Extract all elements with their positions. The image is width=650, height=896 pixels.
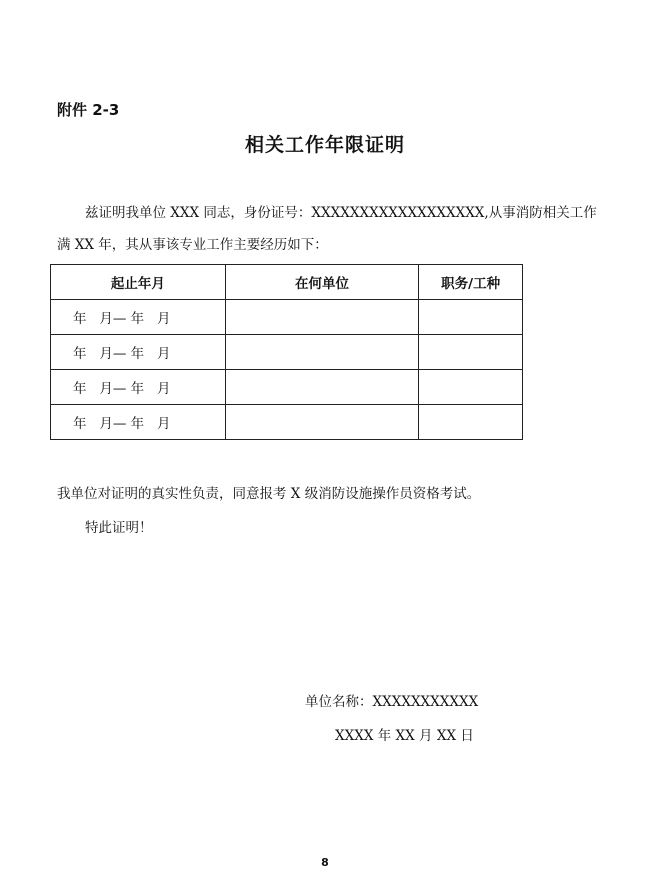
position-cell — [419, 335, 523, 370]
document-title: 相关工作年限证明 — [244, 134, 405, 156]
table-row — [51, 370, 523, 405]
table-header-row — [51, 265, 523, 300]
unit-cell — [225, 370, 418, 405]
table-row — [51, 300, 523, 335]
period-cell: 年 月— 年 月 — [51, 300, 226, 335]
header-position: 职务/工种 — [419, 265, 523, 300]
table-row — [51, 335, 523, 370]
page-number: 8 — [321, 856, 329, 869]
unit-cell — [225, 405, 418, 440]
unit-cell — [225, 300, 418, 335]
table-row — [51, 405, 523, 440]
position-cell — [419, 370, 523, 405]
attachment-label: 附件 2-3 — [57, 101, 120, 119]
signature-date: XXXX 年 XX 月 XX 日 — [335, 728, 474, 744]
header-unit: 在何单位 — [225, 265, 418, 300]
closing-paragraph: 特此证明！ — [85, 520, 153, 536]
period-cell: 年 月— 年 月 — [51, 370, 226, 405]
position-cell — [419, 300, 523, 335]
responsibility-paragraph: 我单位对证明的真实性负责，同意报考 X 级消防设施操作员资格考试。 — [57, 486, 481, 502]
period-cell: 年 月— 年 月 — [51, 335, 226, 370]
signature-unit-name: 单位名称：XXXXXXXXXXX — [305, 694, 479, 710]
unit-cell — [225, 335, 418, 370]
position-cell — [419, 405, 523, 440]
intro-paragraph: 兹证明我单位 XXX 同志，身份证号：XXXXXXXXXXXXXXXXXX,从事消防相关工作满 XX 年，其从事该专业工作主要经历如下： — [57, 205, 597, 253]
work-history-table — [50, 264, 523, 440]
header-period: 起止年月 — [51, 265, 226, 300]
period-cell: 年 月— 年 月 — [51, 405, 226, 440]
